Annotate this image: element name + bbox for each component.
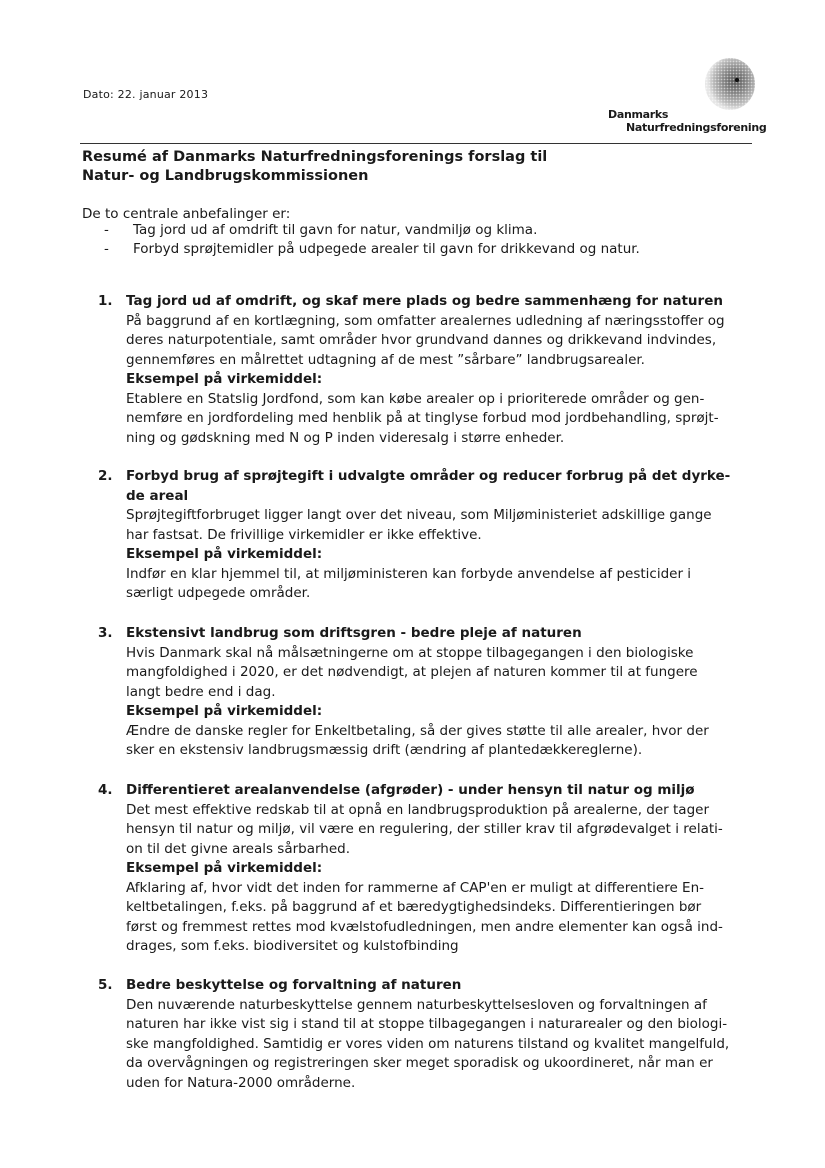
section-text-line: uden for Natura-2000 områderne. [126, 1074, 356, 1091]
example-heading: Eksempel på virkemiddel: [126, 703, 323, 719]
section-1 [98, 292, 758, 448]
section-text-line: Hvis Danmark skal nå målsætningerne om at stoppe tilbagegangen i den biologiske [126, 644, 694, 661]
example-text-line: drages, som f.eks. biodiversitet og kulstofbinding [126, 938, 459, 954]
example-text-line: Etablere en Statslig Jordfond, som kan købe arealer op i prioriterede områder og gen- [126, 390, 705, 407]
section-heading: Tag jord ud af omdrift, og skaf mere plads og bedre sammenhæng for naturen [126, 293, 723, 309]
recommendation-list [104, 221, 640, 259]
example-text-line: Indfør en klar hjemmel til, at miljøministeren kan forbyde anvendelse af pesticider i [126, 565, 692, 582]
section-number: 5. [98, 977, 113, 993]
document-title [82, 148, 547, 186]
section-heading: Ekstensivt landbrug som driftsgren - bedre pleje af naturen [126, 625, 582, 641]
section-number: 3. [98, 625, 113, 641]
example-text-line: ning og gødskning med N og P inden videresalg i større enheder. [126, 429, 565, 446]
section-heading: Bedre beskyttelse og forvaltning af naturen [126, 977, 462, 993]
section-text-line: on til det givne areals sårbarhed. [126, 840, 351, 857]
header-divider [80, 143, 752, 144]
example-text-line: Afklaring af, hvor vidt det inden for rammerne af CAP'en er muligt at differentiere En- [126, 879, 705, 896]
logo-text-line1: Danmarks [608, 108, 669, 121]
document-date: Dato: 22. januar 2013 [83, 88, 209, 101]
section-text-line: Sprøjtegiftforbruget ligger langt over det niveau, som Miljøministeriet adskillige gange [126, 507, 712, 523]
section-text-line: langt bedre end i dag. [126, 683, 276, 700]
section-text-line: deres naturpotentiale, samt områder hvor grundvand dannes og drikkevand indvindes, [126, 332, 717, 348]
section-text-line: Det mest effektive redskab til at opnå en landbrugsproduktion på arealerne, der tager [126, 801, 710, 818]
section-text-line: hensyn til natur og miljø, vil være en regulering, der stiller krav til afgrødevalget i relati- [126, 821, 723, 837]
section-number: 2. [98, 468, 113, 484]
logo-text-line2: Naturfredningsforening [626, 121, 767, 134]
section-text-line: På baggrund af en kortlægning, som omfatter arealernes udledning af næringsstoffer og [126, 312, 725, 329]
section-text-line: ske mangfoldighed. Samtidig er vores viden om naturens tilstand og kvalitet mangelfuld, [126, 1035, 730, 1052]
section-heading: Differentieret arealanvendelse (afgrøder) - under hensyn til natur og miljø [126, 782, 695, 798]
example-heading: Eksempel på virkemiddel: [126, 546, 323, 562]
section-text-line: Den nuværende naturbeskyttelse gennem naturbeskyttelsesloven og forvaltningen af [126, 996, 707, 1013]
section-text-line: har fastsat. De frivillige virkemidler er ikke effektive. [126, 526, 482, 543]
example-text-line: Ændre de danske regler for Enkeltbetaling, så der gives støtte til alle arealer, hvor der [126, 722, 709, 739]
section-text-line: gennemføres en målrettet udtagning af de mest ”sårbare” landbrugsarealer. [126, 351, 645, 368]
section-text-line: naturen har ikke vist sig i stand til at stoppe tilbagegangen i naturarealer og den biologi- [126, 1016, 728, 1032]
section-text-line: da overvågningen og registreringen sker meget sporadisk og ukoordineret, når man er [126, 1055, 713, 1071]
recommendation-item: - Tag jord ud af omdrift til gavn for natur, vandmiljø og klima. [104, 222, 538, 238]
recommendation-item: - Forbyd sprøjtemidler på udpegede arealer til gavn for drikkevand og natur. [104, 241, 640, 257]
section-text-line: mangfoldighed i 2020, er det nødvendigt, at plejen af naturen kommer til at fungere [126, 664, 698, 680]
example-text-line: sker en ekstensiv landbrugsmæssig drift (ændring af plantedækkereglerne). [126, 742, 643, 758]
title-line: Resumé af Danmarks Naturfredningsforenings forslag til [82, 149, 548, 165]
section-4 [98, 781, 758, 957]
example-text-line: keltbetalingen, f.eks. på baggrund af et bæredygtighedsindeks. Differentieringen bør [126, 899, 702, 915]
intro-text: De to centrale anbefalinger er: [82, 206, 291, 222]
section-heading: Forbyd brug af sprøjtegift i udvalgte områder og reducer forbrug på det dyrke- [126, 468, 731, 484]
example-text-line: først og fremmest rettes mod kvælstofudledningen, men andre elementer kan også ind- [126, 918, 723, 935]
example-text-line: nemføre en jordfordeling med henblik på at tinglyse forbud mod jordbehandling, sprøjt- [126, 410, 719, 426]
section-heading: de areal [126, 487, 189, 504]
title-line: Natur- og Landbrugskommissionen [82, 168, 369, 184]
example-heading: Eksempel på virkemiddel: [126, 860, 323, 876]
section-5 [98, 976, 758, 1093]
example-heading: Eksempel på virkemiddel: [126, 371, 323, 387]
section-number: 1. [98, 293, 113, 309]
example-text-line: særligt udpegede områder. [126, 585, 311, 601]
section-3 [98, 624, 758, 761]
section-number: 4. [98, 782, 113, 798]
section-2 [98, 467, 758, 604]
